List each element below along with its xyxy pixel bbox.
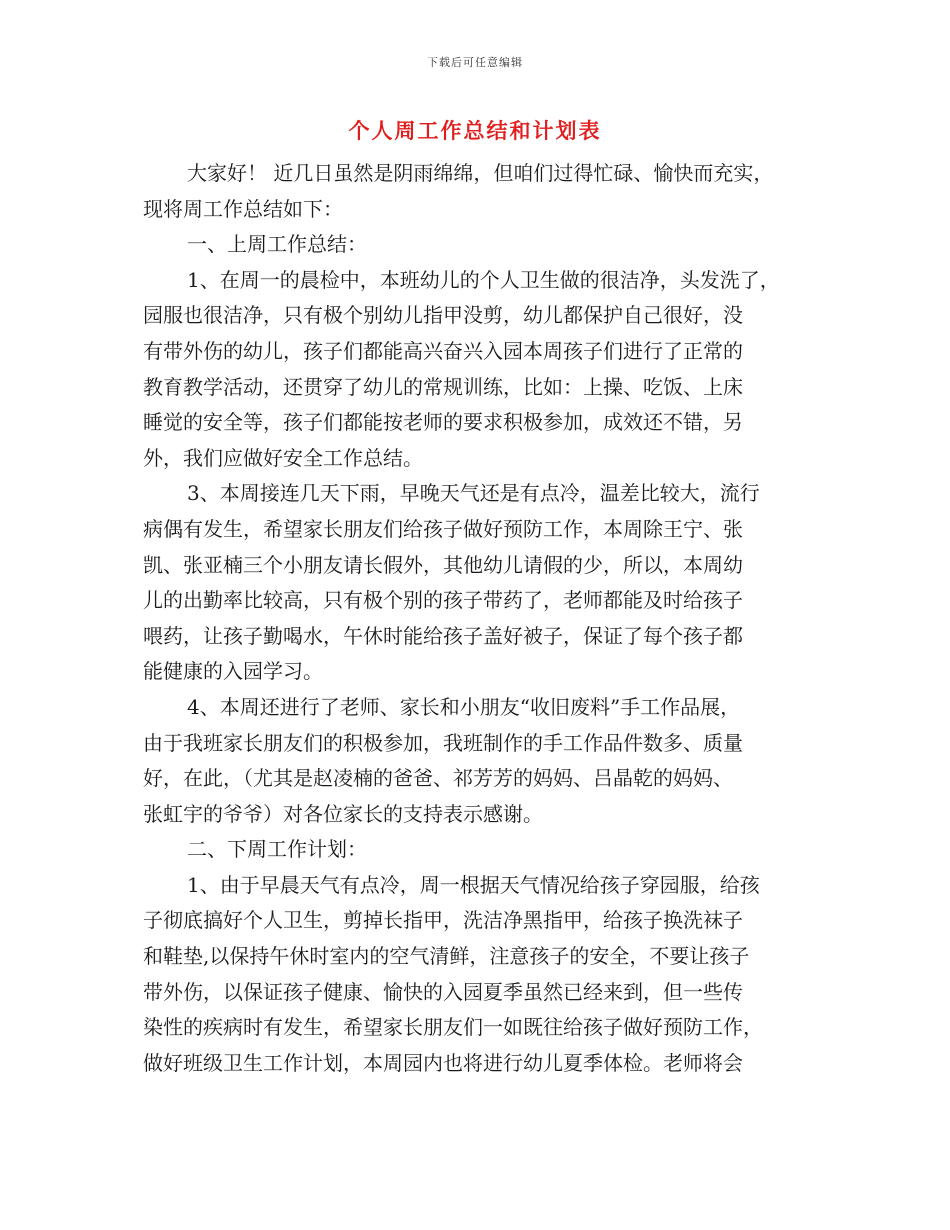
text-line: 一、上周工作总结： <box>187 232 367 257</box>
text-line: 带外伤，以保证孩子健康、愉快的入园夏季虽然已经来到，但一些传 <box>143 979 743 1004</box>
text-line: 园服也很洁净，只有极个别幼儿指甲没剪，幼儿都保护自己很好，没 <box>143 303 743 328</box>
item-paragraph-1 <box>143 263 815 477</box>
text-line: 二、下周工作计划： <box>187 837 367 862</box>
section-heading-next-week <box>143 832 815 868</box>
text-line: 好，在此，（尤其是赵凌楠的爸爸、祁芳芳的妈妈、吕晶乾的妈妈、 <box>143 766 733 791</box>
text-line: 现将周工作总结如下： <box>143 196 343 221</box>
text-line: 教育教学活动，还贯穿了幼儿的常规训练，比如：上操、吃饭、上床 <box>143 374 743 399</box>
item-paragraph-4 <box>143 690 815 832</box>
text-line: 染性的疾病时有发生，希望家长朋友们一如既往给孩子做好预防工作， <box>143 1015 763 1040</box>
document-body <box>143 156 815 1081</box>
text-line: 子彻底搞好个人卫生，剪掉长指甲，洗洁净黑指甲，给孩子换洗袜子 <box>143 908 743 933</box>
text-line: 外，我们应做好安全工作总结。 <box>143 445 423 470</box>
text-line: 喂药，让孩子勤喝水，午休时能给孩子盖好被子，保证了每个孩子都 <box>143 623 743 648</box>
text-line: 1、由于早晨天气有点冷，周一根据天气情况给孩子穿园服，给孩 <box>187 872 760 897</box>
text-line: 病偶有发生，希望家长朋友们给孩子做好预防工作，本周除王宁、张 <box>143 516 743 541</box>
text-line: 大家好！ 近几日虽然是阴雨绵绵，但咱们过得忙碌、愉快而充实， <box>187 161 774 185</box>
item-paragraph-3 <box>143 476 815 690</box>
text-line: 凯、张亚楠三个小朋友请长假外，其他幼儿请假的少，所以，本周幼 <box>143 552 743 577</box>
text-line: 4、本周还进行了老师、家长和小朋友“收旧废料”手工作品展， <box>187 694 741 719</box>
text-line: 和鞋垫,以保持午休时室内的空气清鲜，注意孩子的安全，不要让孩子 <box>143 944 750 969</box>
greeting-paragraph <box>143 156 815 227</box>
text-line: 由于我班家长朋友们的积极参加，我班制作的手工作品件数多、质量 <box>143 730 743 755</box>
text-line: 儿的出勤率比较高，只有极个别的孩子带药了，老师都能及时给孩子 <box>143 588 743 613</box>
text-line: 做好班级卫生工作计划，本周园内也将进行幼儿夏季体检。老师将会 <box>143 1050 743 1075</box>
text-line: 有带外伤的幼儿，孩子们都能高兴奋兴入园本周孩子们进行了正常的 <box>143 338 743 363</box>
text-line: 3、本周接连几天下雨，早晚天气还是有点冷，温差比较大，流行 <box>187 481 760 506</box>
plan-paragraph-1 <box>143 868 815 1082</box>
text-line: 1、在周一的晨检中，本班幼儿的个人卫生做的很洁净，头发洗了， <box>187 267 780 292</box>
page-header-note: 下载后可任意编辑 <box>427 56 523 69</box>
text-line: 张虹宇的爷爷）对各位家长的支持表示感谢。 <box>143 801 543 826</box>
text-line: 睡觉的安全等，孩子们都能按老师的要求积极参加，成效还不错，另 <box>143 410 743 435</box>
text-line: 能健康的入园学习。 <box>143 659 323 684</box>
section-heading-last-week <box>143 227 815 263</box>
document-title: 个人周工作总结和计划表 <box>348 118 602 143</box>
